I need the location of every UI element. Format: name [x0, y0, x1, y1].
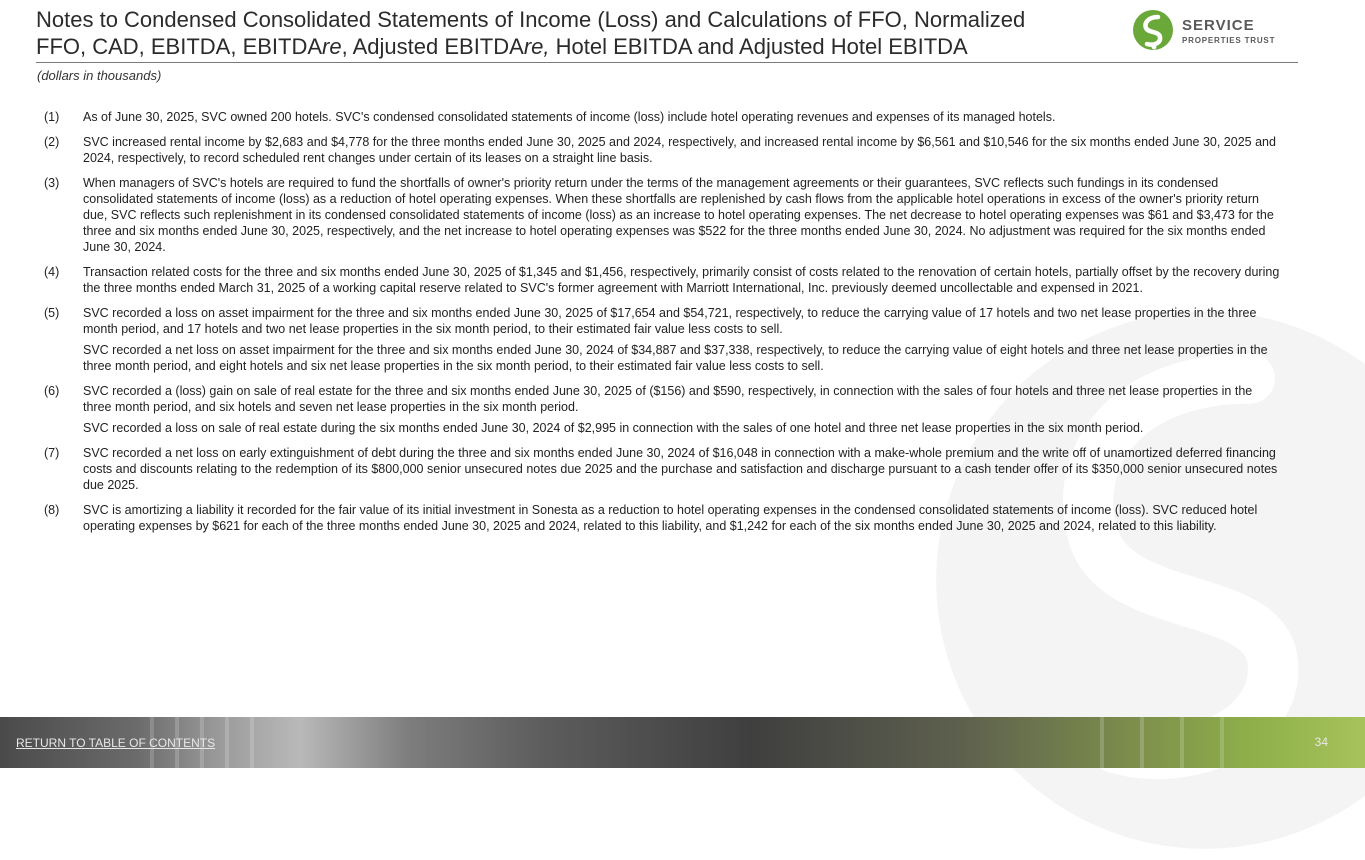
note-number: (4): [44, 265, 60, 279]
title-line-1: Notes to Condensed Consolidated Statements of Income (Loss) and Calculations of FFO, Normalized: [36, 7, 1026, 32]
note-paragraph: Transaction related costs for the three and six months ended June 30, 2025 of $1,345 and $1,456, respectively, primarily consist of costs related to the renovation of certain hotels, partially offset by the recovery during the three months ended March 31, 2025 of a working capital reserve related to SVC's former agreement with Marriott International, Inc. previously deemed uncollectable and expensed in 2021.: [83, 265, 1280, 295]
note-body: [83, 109, 1280, 130]
note-number: (5): [44, 306, 60, 320]
note-body: [83, 305, 1280, 379]
logo-text-properties-trust: PROPERTIES TRUST: [1182, 36, 1276, 45]
note-body: [83, 175, 1280, 260]
note-number: (2): [44, 135, 60, 149]
page-number: 34: [1314, 735, 1328, 749]
note-item: [44, 305, 1280, 379]
note-paragraph: As of June 30, 2025, SVC owned 200 hotels. SVC's condensed consolidated statements of income (loss) include hotel operating revenues and expenses of its managed hotels.: [83, 110, 1056, 124]
note-paragraph: SVC increased rental income by $2,683 and $4,778 for the three months ended June 30, 2025 and 2024, respectively, and increased rental income by $6,561 and $10,546 for the six months ended June 30, 2025 and 2024, respectively, to record scheduled rent changes under certain of its leases on a straight line basis.: [83, 135, 1276, 165]
company-logo: [1132, 9, 1292, 53]
note-number: (8): [44, 503, 60, 517]
note-item: [44, 175, 1280, 260]
page-title: [36, 6, 1116, 60]
note-item: [44, 383, 1280, 441]
notes-list: [44, 109, 1280, 543]
note-body: [83, 502, 1280, 539]
note-item: [44, 502, 1280, 539]
note-item: [44, 445, 1280, 498]
note-number: (6): [44, 384, 60, 398]
note-paragraph: SVC recorded a net loss on asset impairment for the three and six months ended June 30, 2024 of $34,887 and $37,338, respectively, to reduce the carrying value of eight hotels and three net lease properties in the three month period, and eight hotels and six net lease properties in the six month period, to their estimated fair value less costs to sell.: [83, 343, 1268, 373]
note-body: [83, 134, 1280, 171]
slide-header: [36, 6, 1298, 63]
note-number: (3): [44, 176, 60, 190]
return-to-contents-link[interactable]: RETURN TO TABLE OF CONTENTS: [16, 736, 216, 750]
logo-icon: [1132, 9, 1174, 51]
note-paragraph: SVC recorded a (loss) gain on sale of real estate for the three and six months ended June 30, 2025 of ($156) and $590, respectively, in connection with the sales of four hotels and three net lease properties in the three month period, and six hotels and seven net lease properties in the six month period.: [83, 384, 1253, 414]
title-line-2: FFO, CAD, EBITDA, EBITDAre, Adjusted EBITDAre, Hotel EBITDA and Adjusted Hotel EBITDA: [36, 34, 968, 59]
note-paragraph: SVC recorded a loss on asset impairment for the three and six months ended June 30, 2025 of $17,654 and $54,721, respectively, to reduce the carrying value of 17 hotels and two net lease properties in the three month period, and 17 hotels and two net lease properties in the six month period, to their estimated fair value less costs to sell.: [83, 306, 1257, 336]
note-paragraph: SVC is amortizing a liability it recorded for the fair value of its initial investment in Sonesta as a reduction to hotel operating expenses in the condensed consolidated statements of income (loss). SVC reduced hotel operating expenses by $621 for each of the three months ended June 30, 2025 and 2024, related to this liability, and $1,242 for each of the six months ended June 30, 2025 and 2024, related to this liability.: [83, 503, 1258, 533]
note-item: [44, 134, 1280, 171]
note-number: (7): [44, 446, 60, 460]
note-paragraph: When managers of SVC's hotels are required to fund the shortfalls of owner's priority return under the terms of the management agreements or their guarantees, SVC reflects such fundings in its condensed consolidated statements of income (loss) as a reduction of hotel operating expenses. When these shortfalls are replenished by cash flows from the applicable hotel operations in excess of the owner's priority return due, SVC reflects such replenishment in its condensed consolidated statements of income (loss) as an increase to hotel operating expenses. The net decrease to hotel operating expenses was $61 and $3,473 for the three and six months ended June 30, 2025, respectively, and the net increase to hotel operating expenses was $522 for the three months ended June 30, 2024. No adjustment was required for the six months ended June 30, 2024.: [83, 176, 1274, 254]
logo-text-service: SERVICE: [1182, 17, 1255, 34]
page-subtitle: (dollars in thousands): [37, 68, 162, 83]
note-body: [83, 383, 1280, 441]
note-body: [83, 264, 1280, 301]
note-item: [44, 109, 1280, 130]
note-paragraph: SVC recorded a loss on sale of real estate during the six months ended June 30, 2024 of $2,995 in connection with the sales of one hotel and three net lease properties in the six month period.: [83, 421, 1144, 435]
note-body: [83, 445, 1280, 498]
note-item: [44, 264, 1280, 301]
note-paragraph: SVC recorded a net loss on early extinguishment of debt during the three and six months ended June 30, 2024 of $16,048 in connection with a make-whole premium and the write off of unamortized deferred financing costs and discounts relating to the redemption of its $800,000 senior unsecured notes due 2025 and the purchase and satisfaction and discharge pursuant to a cash tender offer of its $350,000 senior unsecured notes due 2025.: [83, 446, 1278, 492]
note-number: (1): [44, 110, 60, 124]
